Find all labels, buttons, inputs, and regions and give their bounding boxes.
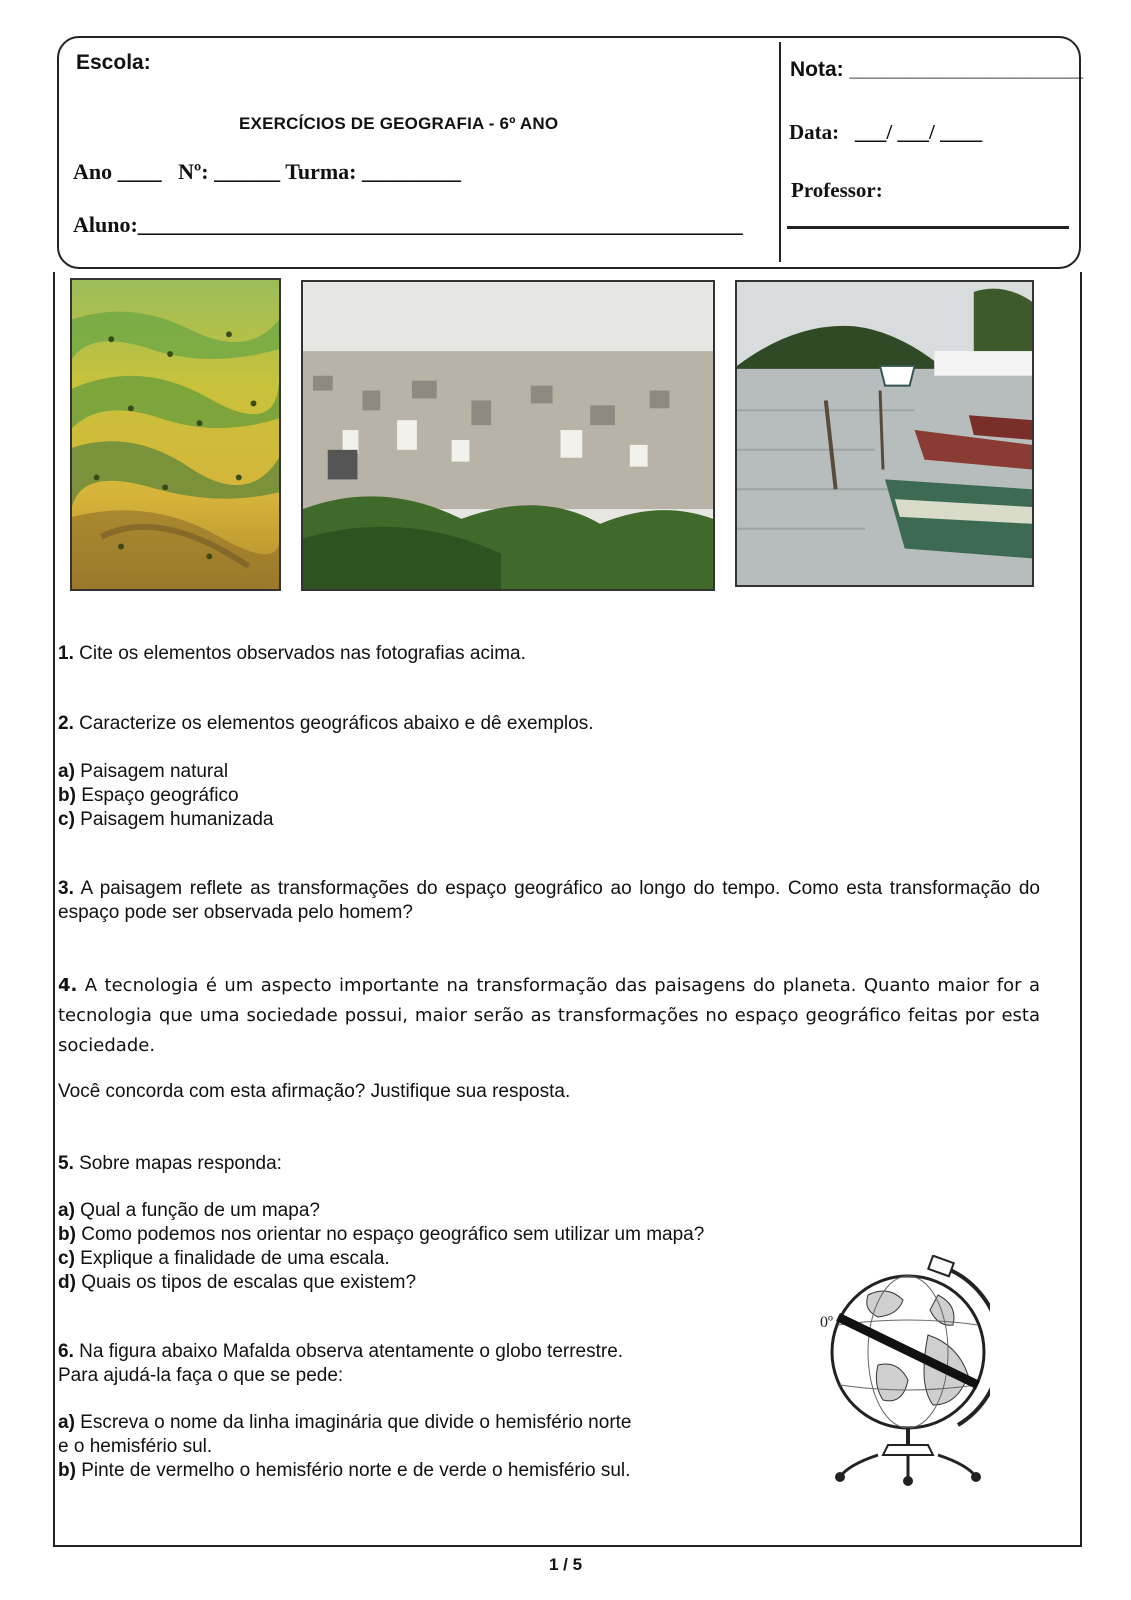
teacher-label: Professor: — [791, 178, 883, 202]
equator-degree-label: 0º — [820, 1314, 833, 1331]
list-item: c) Explique a finalidade de uma escala. — [58, 1248, 390, 1269]
grade-label: Nota: ____________________ — [790, 58, 1084, 81]
date-line: Data: ___/ ___/ ____ — [789, 120, 983, 144]
globe-illustration — [818, 1255, 990, 1487]
boats-on-lake-photo — [735, 280, 1034, 587]
question-1 — [58, 642, 526, 666]
list-item-cont: e o hemisfério sul. — [58, 1436, 213, 1457]
list-item: b) Espaço geográfico — [58, 785, 239, 806]
question-text: A paisagem reflete as transformações do espaço geográfico ao longo do tempo. Como esta transformação do espaço pode ser observada pelo homem? — [58, 878, 1040, 923]
question-6-items — [58, 1411, 632, 1483]
header-divider — [779, 42, 781, 262]
school-label: Escola: — [76, 51, 151, 74]
list-item: a) Qual a função de um mapa? — [58, 1200, 320, 1221]
question-text: Sobre mapas responda: — [73, 1153, 282, 1174]
teacher-underline — [787, 226, 1069, 229]
question-2 — [58, 712, 593, 736]
question-text-cont: Para ajudá-la faça o que se pede: — [58, 1365, 344, 1386]
list-item: b) Como podemos nos orientar no espaço geográfico sem utilizar um mapa? — [58, 1224, 705, 1245]
question-number: 1. — [58, 643, 74, 664]
question-4-prompt: Você concorda com esta afirmação? Justifique sua resposta. — [58, 1081, 571, 1102]
question-text: Cite os elementos observados nas fotografias acima. — [73, 643, 526, 664]
question-number: 4. — [58, 975, 78, 996]
question-text: Na figura abaixo Mafalda observa atentamente o globo terrestre. — [73, 1341, 624, 1362]
page-number: 1 / 5 — [548, 1555, 583, 1574]
question-2-items — [58, 760, 273, 832]
question-number: 3. — [58, 878, 74, 899]
question-3 — [58, 877, 1040, 925]
list-item: b) Pinte de vermelho o hemisfério norte e de verde o hemisfério sul. — [58, 1460, 631, 1481]
question-5 — [58, 1152, 282, 1176]
list-item: a) Escreva o nome da linha imaginária que divide o hemisfério norte — [58, 1412, 632, 1433]
rolling-green-hills-photo — [70, 278, 281, 591]
question-text: A tecnologia é um aspecto importante na transformação das paisagens do planeta. Quanto maior for a tecnologia que uma sociedade possui, maior serão as transformações no espaço geográfico feitas por esta sociedade. — [58, 975, 1040, 1056]
question-5-items — [58, 1199, 704, 1295]
city-aerial-view-photo — [301, 280, 715, 591]
list-item: c) Paisagem humanizada — [58, 809, 274, 830]
list-item: d) Quais os tipos de escalas que existem? — [58, 1272, 417, 1293]
question-6 — [58, 1340, 623, 1388]
question-number: 6. — [58, 1341, 74, 1362]
year-number-class-line: Ano ____ Nº: ______ Turma: _________ — [73, 159, 462, 184]
worksheet-header — [57, 36, 1084, 269]
question-number: 5. — [58, 1153, 74, 1174]
question-4 — [58, 971, 1040, 1061]
question-text: Caracterize os elementos geográficos abaixo e dê exemplos. — [73, 713, 594, 734]
list-item: a) Paisagem natural — [58, 761, 229, 782]
student-name-line: Aluno:_______________________________________________________ — [73, 212, 743, 237]
worksheet-title: EXERCÍCIOS DE GEOGRAFIA - 6º ANO — [239, 114, 559, 133]
question-number: 2. — [58, 713, 74, 734]
